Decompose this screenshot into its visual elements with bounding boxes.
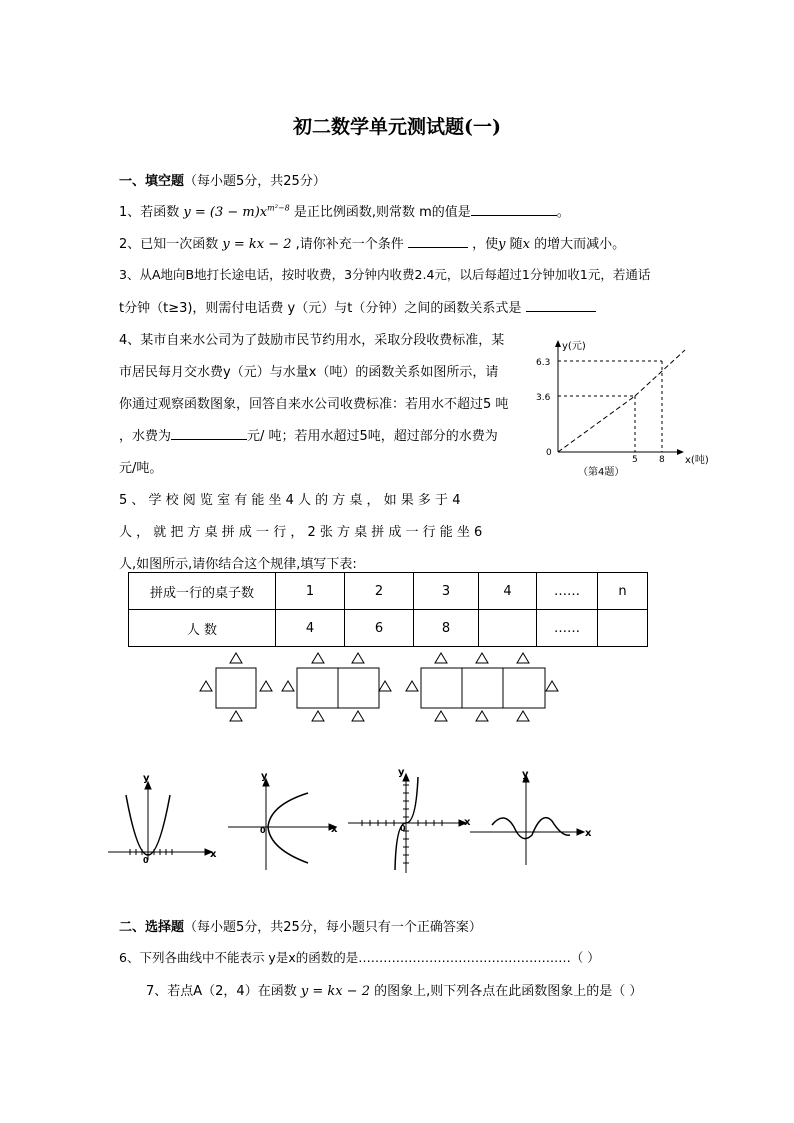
q2-answer-blank[interactable] [408, 235, 468, 248]
seat-triangle [352, 711, 364, 721]
q4-water-fee-graph [530, 335, 720, 485]
graph-c-y-label: y [398, 767, 405, 778]
seat-triangle [230, 711, 242, 721]
section-1-title: 一、填空题 [119, 174, 185, 189]
q4-tick-6-3: 6.3 [536, 358, 551, 368]
seat-triangle [517, 653, 529, 663]
graph-d-x-arrow [577, 829, 584, 835]
answer-cell[interactable] [479, 610, 537, 647]
question-7 [146, 980, 642, 999]
q1-suffix: 是正比例函数,则常数 m的值是 [289, 205, 471, 220]
q3-answer-blank[interactable] [526, 299, 596, 312]
graph-a-x-label: x [210, 849, 217, 860]
seat-triangle [260, 681, 272, 691]
table-cell: n [598, 573, 648, 610]
q2-var-x: x [522, 237, 530, 252]
table-3-rect [421, 668, 545, 708]
q4-y-arrow [555, 340, 561, 347]
seat-triangle [379, 681, 391, 691]
table-cell: …… [537, 573, 598, 610]
q2-mid: ,请你补充一个条件 [291, 237, 408, 252]
graph-b-y-label: y [261, 771, 268, 782]
question-4-line-5: 元/吨。 [119, 461, 163, 476]
question-4-line-2: 市居民每月交水费y（元）与水量x（吨）的函数关系如图所示，请 [119, 365, 499, 380]
table-cell: …… [537, 610, 598, 647]
seat-triangle [200, 681, 212, 691]
table-cell: 人 数 [129, 610, 276, 647]
section-2-note: （每小题5分，共25分，每小题只有一个正确答案） [184, 920, 482, 935]
graph-d-x-label: x [585, 828, 592, 839]
graph-a-y-label: y [143, 773, 150, 784]
question-6: 6、下列各曲线中不能表示 y是x的函数的是……………………………………………（ ） [119, 950, 600, 965]
table-row [129, 610, 648, 647]
q4-graph-segment-1 [558, 396, 635, 452]
q1-end: 。 [556, 205, 570, 220]
q4-tick-8: 8 [659, 455, 665, 465]
question-1 [119, 201, 570, 220]
table-cell: 8 [414, 610, 479, 647]
question-4-line-3: 你通过观察函数图象，回答自来水公司收费标准：若用水不超过5 吨 [119, 397, 509, 412]
seat-triangle [435, 653, 447, 663]
q2-var-y: y [498, 237, 506, 252]
table-cell: 6 [345, 610, 414, 647]
table-cell: 4 [479, 573, 537, 610]
table-cell: 4 [276, 610, 345, 647]
table-1-square [216, 668, 256, 708]
table-cell: 拼成一行的桌子数 [129, 573, 276, 610]
q1-formula: y = (3 − m)x [183, 205, 268, 220]
q2-suffix: ，使 [467, 237, 499, 252]
question-5-line-1: 5 、 学 校 阅 览 室 有 能 坐 4 人 的 方 桌 ， 如 果 多 于 4 [119, 493, 461, 508]
graph-c [348, 774, 466, 873]
question-5-line-2: 人 ， 就 把 方 桌 拼 成 一 行 ， 2 张 方 桌 拼 成 一 行 能 坐 6 [119, 525, 483, 540]
seat-triangle [406, 681, 418, 691]
question-5-line-3: 人,如图所示,请你结合这个规律,填写下表: [119, 557, 357, 572]
q2-prefix: 2、已知一次函数 [119, 237, 223, 252]
function-curves-figure [100, 765, 600, 880]
graph-b-x-label: x [331, 824, 338, 835]
question-2 [119, 233, 625, 252]
seat-triangle [230, 653, 242, 663]
seat-triangle [517, 711, 529, 721]
q1-answer-blank[interactable] [471, 203, 557, 216]
graph-b-origin: 0 [260, 826, 266, 835]
q7-suffix: 的图象上,则下列各点在此函数图象上的是（ ） [369, 984, 643, 999]
q4-tick-3-6: 3.6 [536, 393, 551, 403]
graph-c-origin: 0 [400, 824, 406, 833]
graph-d-curve [492, 818, 570, 839]
page-title: 初二数学单元测试题(一) [293, 116, 501, 138]
graph-b [228, 779, 336, 870]
seat-triangle [546, 681, 558, 691]
tables-arrangement-figure [190, 648, 570, 726]
q4-answer-blank-1[interactable] [171, 427, 247, 440]
question-4-line-4 [119, 425, 498, 444]
q1-exponent: m²−8 [267, 203, 290, 213]
seat-triangle [282, 681, 294, 691]
question-3-line-1: 3、从A地向B地打长途电话，按时收费，3分钟内收费2.4元，以后每超过1分钟加收1元，若通话 [119, 267, 651, 282]
q2-end: 的增大而减小。 [529, 237, 626, 252]
seat-triangle [435, 711, 447, 721]
q4-tick-5: 5 [632, 455, 638, 465]
seat-triangle [476, 653, 488, 663]
graph-a [108, 782, 212, 860]
q4-y-label: y(元) [562, 341, 586, 352]
section-2-heading [119, 916, 482, 935]
table-cell: 3 [414, 573, 479, 610]
q4-line4-pre: ，水费为 [119, 429, 172, 444]
seat-triangle [312, 653, 324, 663]
question-3-line-2 [119, 297, 596, 316]
table-row [129, 573, 648, 610]
seat-triangle [312, 711, 324, 721]
q4-x-label: x(吨) [685, 455, 709, 466]
table-cell: 2 [345, 573, 414, 610]
graph-d-y-label: y [522, 769, 529, 780]
q7-prefix: 7、若点A（2，4）在函数 [146, 984, 301, 999]
answer-cell[interactable] [598, 610, 648, 647]
q1-prefix: 1、若函数 [119, 205, 184, 220]
graph-a-origin: 0 [143, 856, 149, 865]
graph-c-x-label: x [464, 817, 471, 828]
question-4-line-1: 4、某市自来水公司为了鼓励市民节约用水，采取分段收费标准，某 [119, 333, 505, 348]
q4-origin-label: 0 [546, 448, 552, 458]
tables-people-table [128, 572, 648, 647]
table-cell: 1 [276, 573, 345, 610]
seat-triangle [352, 653, 364, 663]
q4-line4-mid: 元/ 吨；若用水超过5吨，超过部分的水费为 [247, 429, 498, 444]
section-1-note: （每小题5分，共25分） [184, 174, 326, 189]
q3-line2-text: t分钟（t≥3)，则需付电话费 y（元）与t（分钟）之间的函数关系式是 [119, 301, 526, 316]
q4-caption: （第4题） [578, 467, 625, 478]
graph-b-curve [268, 793, 308, 863]
section-1-heading [119, 170, 326, 189]
section-2-title: 二、选择题 [119, 920, 185, 935]
graph-d [470, 775, 584, 865]
q4-x-arrow [677, 449, 684, 455]
seat-triangle [476, 711, 488, 721]
q7-formula: y = kx − 2 [300, 984, 370, 999]
q2-formula: y = kx − 2 [222, 237, 292, 252]
q2-mid2: 随 [505, 237, 523, 252]
q4-graph-segment-2 [635, 350, 685, 396]
